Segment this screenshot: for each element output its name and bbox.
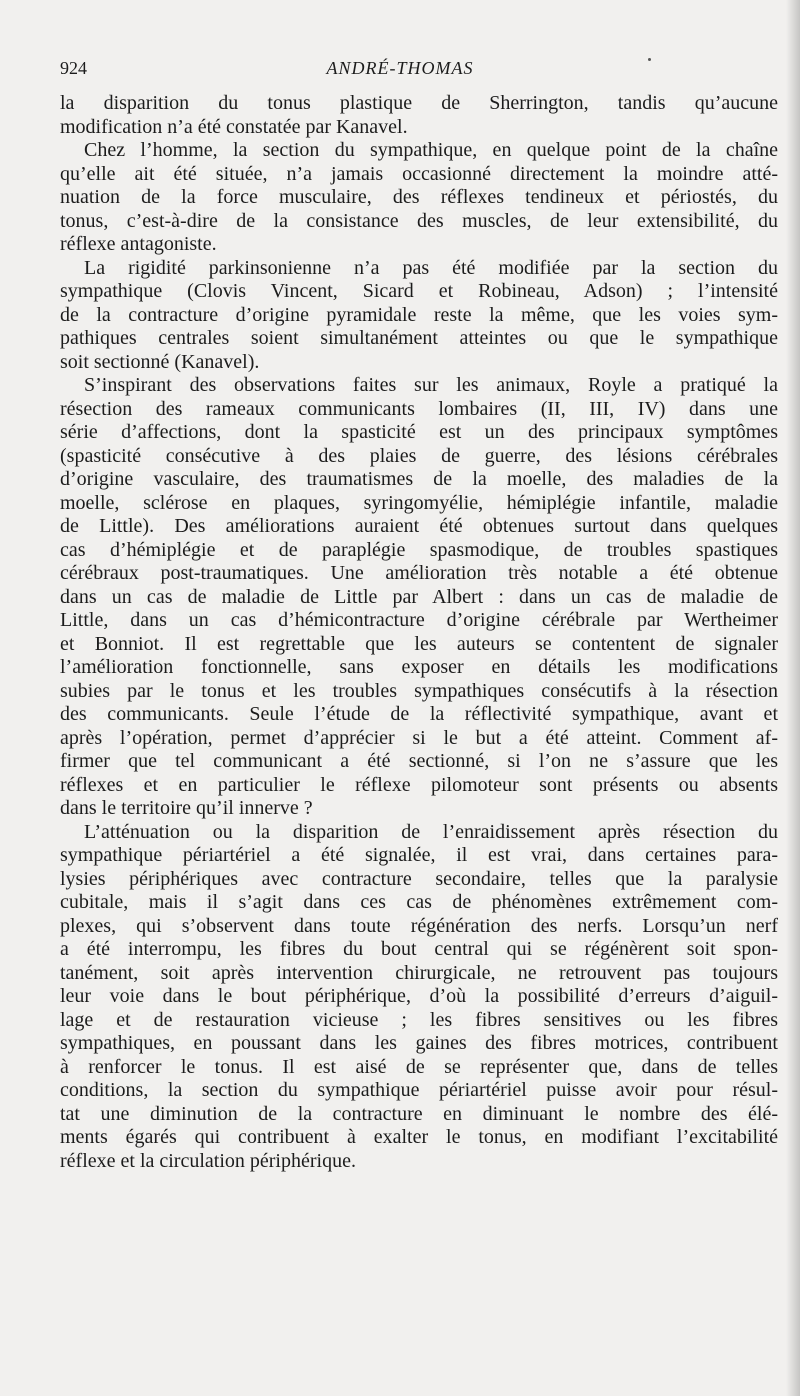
text-line: conditions, la section du sympathique périartériel puisse avoir pour résul-: [60, 1079, 778, 1101]
text-line: modification n’a été constatée par Kanavel.: [60, 115, 408, 138]
text-line: série d’affections, dont la spasticité est un des principaux symptômes: [60, 421, 778, 443]
text-line: pathiques centrales soient simultanément atteintes ou que le sympathique: [60, 327, 778, 349]
page-header: [60, 58, 740, 84]
body-text: [60, 92, 778, 1173]
text-line: tat une diminution de la contracture en diminuant le nombre des élé-: [60, 1102, 778, 1125]
text-line: à renforcer le tonus. Il est aisé de se représenter que, dans de telles: [60, 1055, 778, 1078]
text-line: réflexe antagoniste.: [60, 233, 217, 255]
text-line: lage et de restauration vicieuse ; les fibres sensitives ou les fibres: [60, 1008, 778, 1031]
running-head: ANDRÉ-THOMAS: [326, 58, 474, 78]
text-line: et Bonniot. Il est regrettable que les auteurs se contentent de signaler: [60, 632, 778, 655]
text-line: L’atténuation ou la disparition de l’enraidissement après résection du: [84, 820, 778, 843]
text-line: résection des rameaux communicants lombaires (II, III, IV) dans une: [60, 397, 778, 420]
text-line: tanément, soit après intervention chirurgicale, ne retrouvent pas toujours: [60, 961, 778, 984]
text-line: sympathique périartériel a été signalée, il est vrai, dans certaines para-: [60, 844, 778, 866]
text-line: sympathique (Clovis Vincent, Sicard et Robineau, Adson) ; l’intensité: [60, 280, 778, 302]
text-line: (spasticité consécutive à des plaies de guerre, des lésions cérébrales: [60, 444, 778, 467]
text-line: sympathiques, en poussant dans les gaines des fibres motrices, contribuent: [60, 1032, 778, 1054]
text-line: réflexe et la circulation périphérique.: [60, 1149, 356, 1172]
text-line: de la contracture d’origine pyramidale reste la même, que les voies sym-: [60, 303, 778, 326]
text-line: firmer que tel communicant a été sectionné, si l’on ne s’assure que les: [60, 750, 778, 772]
text-line: S’inspirant des observations faites sur les animaux, Royle a pratiqué la: [84, 374, 778, 396]
text-line: lysies périphériques avec contracture secondaire, telles que la paralysie: [60, 867, 778, 890]
text-line: des communicants. Seule l’étude de la réflectivité sympathique, avant et: [60, 703, 778, 725]
text-line: cérébraux post-traumatiques. Une amélioration très notable a été obtenue: [60, 562, 778, 584]
text-line: tonus, c’est-à-dire de la consistance des muscles, de leur extensibilité, du: [60, 209, 778, 232]
text-line: plexes, qui s’observent dans toute régénération des nerfs. Lorsqu’un nerf: [60, 914, 778, 937]
text-line: La rigidité parkinsonienne n’a pas été modifiée par la section du: [84, 256, 778, 279]
text-line: nuation de la force musculaire, des réflexes tendineux et périostés, du: [60, 186, 778, 208]
text-line: qu’elle ait été située, n’a jamais occasionné directement la moindre atté-: [60, 162, 778, 185]
text-line: Little, dans un cas d’hémicontracture d’origine cérébrale par Wertheimer: [60, 609, 778, 631]
text-line: a été interrompu, les fibres du bout central qui se régénèrent soit spon-: [60, 938, 778, 960]
page-edge-shadow: [786, 0, 800, 1396]
text-line: dans un cas de maladie de Little par Albert : dans un cas de maladie de: [60, 585, 778, 608]
text-line: Chez l’homme, la section du sympathique, en quelque point de la chaîne: [84, 139, 778, 161]
text-line: d’origine vasculaire, des traumatismes de la moelle, des maladies de la: [60, 468, 778, 490]
text-line: leur voie dans le bout périphérique, d’où la possibilité d’erreurs d’aiguil-: [60, 985, 778, 1007]
text-line: subies par le tonus et les troubles sympathiques consécutifs à la résection: [60, 679, 778, 702]
text-line: réflexes et en particulier le réflexe pilomoteur sont présents ou absents: [60, 773, 778, 796]
text-line: ments égarés qui contribuent à exalter le tonus, en modifiant l’excitabilité: [60, 1126, 778, 1148]
text-line: de Little). Des améliorations auraient été obtenues surtout dans quelques: [60, 515, 778, 537]
text-line: cas d’hémiplégie et de paraplégie spasmodique, de troubles spastiques: [60, 538, 778, 561]
text-line: après l’opération, permet d’apprécier si le but a été atteint. Comment af-: [60, 726, 778, 749]
text-line: dans le territoire qu’il innerve ?: [60, 797, 313, 819]
ink-speck: [648, 58, 651, 61]
page-number: 924: [60, 58, 87, 78]
text-line: l’amélioration fonctionnelle, sans exposer en détails les modifications: [60, 656, 778, 678]
text-line: la disparition du tonus plastique de Sherrington, tandis qu’aucune: [60, 92, 778, 114]
text-line: cubitale, mais il s’agit dans ces cas de phénomènes extrêmement com-: [60, 891, 778, 913]
text-line: soit sectionné (Kanavel).: [60, 350, 260, 373]
text-line: moelle, sclérose en plaques, syringomyélie, hémiplégie infantile, maladie: [60, 491, 778, 514]
